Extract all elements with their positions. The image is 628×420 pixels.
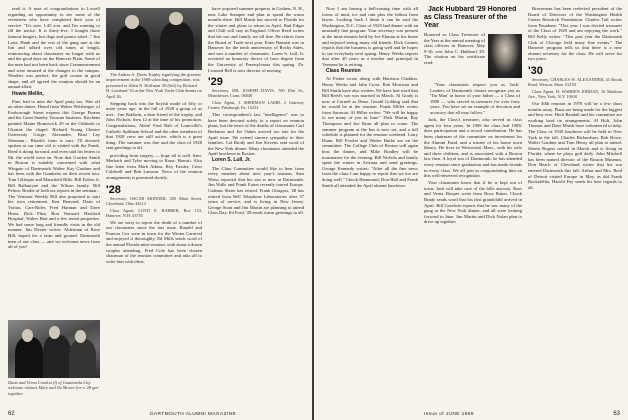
running-footer: Issue of JUNE 1969 [424,412,474,417]
class-header [208,76,304,110]
class-number: '28 [106,183,121,196]
class-agent-line: Class Agent, H. WARREN JORDAN, 10 Madison Ave., New York, N.Y. 10010 [528,88,622,100]
article-text: Your classmates know that if he is kept out of town, Jack will take care of the bills anyway. Ross and Verna Hooper write from Boca Raton. Chuck Brady sends word that his first grandchild arrived in April. Bill Goodwin reports that he saw many of the gang at the New York dinner, and all were looking forward to June. Jim Martin and Dick Nolan plan to drive up together. [424,180,522,225]
section-heading: Howie Mellin, [12,90,44,97]
photo-caption: The Andres A. Davis Trophy signifying the greatest improvement in the 1968 schooling competition, was presented to Allen N. Hoffman '28 (left) by Richard H. Lombard '33 at the New York Yacht Club dinner on April 26. [106,72,202,99]
article-text: The Class Committee would like to hear from every member about next year's reunion. Sam Weiss reported that his son is now at Dartmouth. Jim Walls and Frank Eaton recently toured Europe. Cadmus Slater has retired. Frank Glasgow, '28 has retired from Bell Telephone Laboratories after 37 years of service, and is living in New Jersey. George Stout and Jim Martin are planning to attend Class Day. Ed Ford, '28 sends warm greetings to all. [208,165,304,216]
secretary-line: Secretary, CHARLES W. ALEXANDER, 41 Brook Road, Weston, Mass. 02193 [528,76,622,88]
right-column-3 [528,6,622,406]
secretary-line: Secretary, OSCAR SKINNER, 200 Main Street, Cleveland, Ohio 44114 [106,195,202,206]
article-text: We are sorry to report the death of a number of our classmates since the last issue. Ranald and Frances Cox were in town for the Winter Carnival and enjoyed it thoroughly. Ed Mills sends word of the annual Florida mini-reunion, with about a dozen couples attending. Fred Cole has been chosen chairman of the reunion committee and asks all to write him with ideas. [106,219,202,264]
left-page [0,0,312,420]
photo-caption: Dana and Verna Condon (l) of Guatemala City welcome visitors Mary and Oz Mower for a '28 get-together. [8,380,100,396]
right-column-1 [322,6,418,406]
article-text: Al Fisher wrote along with Harrison Chaldon. Henry Weeks and John Cross. Bob Morrison and Bill Smith have also written. We have had word that Bill Reed's son was married in March. Al Grady is now at Cornell as Dean. Gerald Golding said that he would be at the reunion. Frank Miller writes from Sarasota. Al Hiller writes: "We will be happy to see many of you in June." Dick Martin, Ray Thompson and Joe Ryan all plan to come. The summer program at the Inn is now set, and a full schedule is planned for the reunion weekend. Larry Dunn, Bill Fowler and Walter Burke are on the committee. The College Club of Boston will again host the dinner, and Mike Bradley will be toastmaster for the evening. Bill Nichols and family spent the winter in Arizona and send greetings. George Kennedy writes: "After all the fine news from the class I am happy to report that we too are doing well." Chuck Hammond, Don Hall and Frank Smith all attended the April alumni luncheon. [322,76,418,188]
article-text: Honored as Class Treasurer of the Year at the annual meeting of class officers in Hanover, May 9-10, was John C. Hubbard '29. The citation on his certificate read: [424,32,485,65]
article-text: Stepping back into the boyish mode of fifty or more years ago: in the fall of 1928 a group of us met... Jim Baldwin, a dear friend of the trophy, and John Nichols, then 12 at the time of his promotion. Congratulations, Allen! Fred Ball of Louisville's Catholic Spillman School and the other members of that 1928 crew are still active, which is a great thing. The summer was fine and the class of 1928 sent greetings to all. [106,100,202,151]
article-text: Braverman has been reelected president of the Board of Directors of the Washington Health Center Research Foundation. Charles Taft writes from Pasadena: "This year I was elected treasurer of the Class of 1929 and am enjoying the work." Bill Kelly writes: "This past year the Dartmouth Club of Chicago held many fine events." The Hanover program tells us that there is a new alumni secretary for the class. He will serve for two years. [528,6,622,62]
article-text: Jack, the Class's treasurer, also served as class agent for four years. In 1969 the class had 100% dues participation and a record contribution. He has been chairman of the committee on investment for the Alumni Fund, and a trustee of his home town library. He lives in Westwood, Mass., with his wife and three children, and is associated with a Boston law firm. A loyal son of Dartmouth, he has attended every reunion since graduation and has made friends in every class. We all join in congratulating him on this well-deserved recognition. [424,117,522,179]
article-text: This correspondent's last "intelligence" was to have been devoted solely to a report on reunion plans, but the news of the deaths of classmates Carl Berkman and Joe Oakes arrived too late for the April issue. We extend sincere sympathy to their families. Cal Brody and Jim Stevens sent word of the New York dinner. Many classmates attended the April luncheon in Boston. [208,112,304,157]
secretary-line: Secretary, DR. JOSEPH DAVIS, 700 Elm St., Manchester, Conn. 06040 [208,88,304,99]
class-agent-line: Class Agent, J. SHERMAN LAMB, 2 Gateway Center, Pittsburgh, Pa. 15222 [208,100,304,111]
portrait-photo [488,34,522,78]
page-number: 63 [613,411,620,417]
right-page [314,0,628,420]
article-text: Pine, had to miss the April party too. Was off on other duties. Heard from Walter Welsberger, of Foxborough Street express this George Pineau and his Great Stanley Vacuum business. Kitchens painted Maine Brunswick 29 in the Oshkosh to Ukraine the chapel. Richard Young Chester University Gorge, Alexander, Brad Lay Sherman... Rhoda's farm is ours. I'll dressed, spoken at our time old is visited with the Frank. Reed is doing forward, and even said his letters to Mr. the world went on. Note that Gordon Smith in Boston is suitably concerned with what Wingate of Dartmouth Walter Kay Gardner and has been with the Gumberts on their recent tour. Tom Gillespie and Mansfield Hills. Bill Fulton Jr. Bill Ballantyne and the Wilson family. Bill Pelton: Brodie of both tax reports in the seminar... The Vermont Weekly Bill also proposed to start his own retirement. Ken Benvard, Dean of Vorton, Cars-Rider, Fred Harman and Dave Hurst. Dick Flint, Ron Vennard. Hartford Hospital, Walter Hart and a few rental properties. We had some long and friendly visits in the old manner. Jim Dexter writes: Alderman of Rose Hill, hoped for a farm and ground. Dartmouth men of our class — and we welcome news from all of you! [8,98,100,250]
left-column-2 [106,6,202,406]
article-text: Our 40th reunion in 1970 will be a few short months away. Plans are being made for the biggest and best ever. Herb Randall and his committee are working hard on arrangements. Al Holt, John Thomas and Dave Marsh have volunteered to help. The Class of 1930 luncheon will be held in New York in the fall. Charles Richardson, Bob Rowe, Walter Gardner and Tom Henry all plan to attend. Sherm Rogers retired in March and is living in Florida, where he plays golf daily. John Mitchell has been named director of the Boston Museum. Don Beach of Cleveland writes that his son entered Dartmouth this fall. Arthur and Mrs. Reid of Detroit visited Europe in May, as did Frank Rockefeller. Harold Fay sends his best regards to all. [528,100,622,190]
class-header [528,65,622,99]
right-column-2 [424,6,522,406]
section-heading: Loren S. Lull, Jr. [212,157,251,164]
trophy-photo [106,8,202,70]
class-agent-line: Class Agent, LOYD E. BARBER, Box 123, Hanover, N.H. 03755 [106,207,202,218]
article-text: have acquired summer property in Goshen, N. H., near Lake Sunapee and plan to spend the warm months there. Bill Marsh has moved to Florida for the winter and plans to return in April. Bud Edgar and Chill will stay in England. Oliver Reed writes that his son and family are all fine. He retires from the Board of Trade next year. Ernie Bennett was in Hanover for the tenth anniversary of Rocky Sales, and saw a number of classmates. Loren S. Lull, Jr. received an honorary doctor of laws degree from the University of Pennsylvania this spring. Dr. Leonard Bell is now director of nursing. [208,6,304,73]
class-number: '30 [528,64,543,77]
page-number: 62 [8,411,15,417]
class-photo [8,320,100,378]
running-footer: DARTMOUTH ALUMNI MAGAZINE [150,412,237,417]
citation-text: "Your classmates respect you as 'Jack'. Leaders of Dartmouth classes recognize you as 'Tin Man' in honor of your father — a Class of 1900 — who served as treasurer for over forty years. You have set an example of devotion and accuracy that all may follow." [430,82,520,115]
left-column-3 [208,6,304,406]
class-number: '29 [208,76,223,89]
article-text: Now I am having a hell-raising time with all forms of mud, ice and rain plus the fallout from lawns. Looking back I think it can be said the Washington, D.C. Class of 1929 had dinner with an unusually fine program. Your secretary was present at the mini-reunion held by Joe Ekman at his home and enjoyed seeing many old friends. Dick Grimes reports that the business is going well and he hopes to see everybody next spring. Henry Weeks reports that after 40 years as a teacher and principal in Vermont he is retiring. [322,6,418,67]
article-text: providing from surgery — hope all is well. Sam. Merbach and Tyler moving to Kona, Hawaii. Also fine letter from Mark Atkins, Roy Fassler, Cress Caldwell and Bob Lamson. News of the reunion arrangements is promised shortly. [106,152,202,180]
class-header [106,184,202,218]
feature-headline: Jack Hubbard '29 Honored as Class Treasurer of the Year [424,6,517,29]
article-text: read it. A note of congratulations to Lowell regarding an opportunity to see some of the seventeen who have completed their year of service. "It's now 1:45 a.m. and I'm wanting to fill the notice. It is thirty-five. I bought those famous burgers, hot dogs and potato salad..." Jim Leitz, Hank and the rest of the gang met at the Inn and talked over old times at length, reminiscing about classmates no longer with us and the good days on the Hanover Plain. Some of the men had not been back since Commencement and were amazed at the changes to the campus. Weather was perfect, the golf course in good shape, and all agreed the reunion should be an annual affair. [8,6,100,90]
photo-block [8,318,100,398]
section-heading: Class Reunion [326,68,361,75]
